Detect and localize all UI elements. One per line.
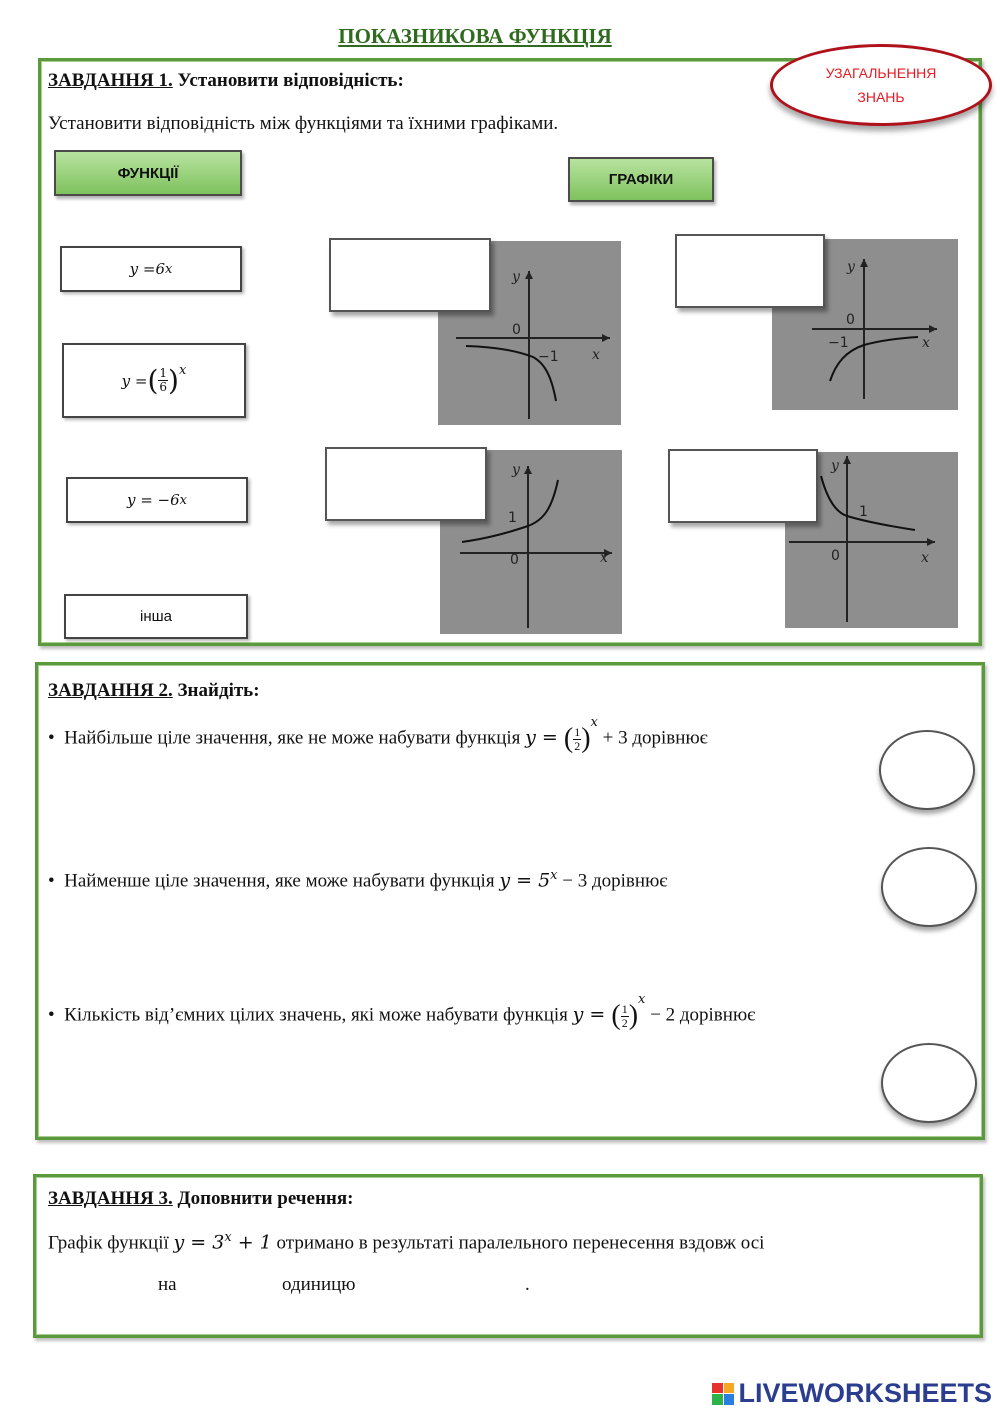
function-1-6-y: y = <box>121 371 148 390</box>
function-minus-6x-base: 6 <box>170 491 180 509</box>
answer-circle-3[interactable] <box>881 1043 977 1123</box>
task3-sentence-end: отримано в результаті паралельного перенесення вздовж осі <box>271 1232 765 1254</box>
task3-formula-exp: x <box>224 1230 232 1245</box>
function-6x-exp: x <box>165 261 173 277</box>
fraction-1-6 <box>158 367 168 394</box>
task2-item-3-suffix: − 2 дорівнює <box>645 1004 756 1026</box>
graph-4-x-label: x <box>921 550 929 566</box>
task2-item-1: • Найбільше ціле значення, яке не може набувати функція y = ( $\frac{1}{2}$ )$^x$ + 3 дорівнює <box>48 715 708 754</box>
half-exp: x <box>638 992 646 1008</box>
half-den: 2 <box>574 738 581 753</box>
task2-item-3-y: y = <box>572 1003 612 1026</box>
task3-sentence-start: Графік функції <box>48 1232 174 1254</box>
task2-item-2-text: Найменше ціле значення, яке може набувати функція <box>64 870 500 892</box>
graph-2-origin: 0 <box>846 312 855 328</box>
task2-item-1-y: y = <box>525 726 564 749</box>
graph-4-mark: 1 <box>859 504 868 520</box>
graph-1-mark: −1 <box>538 349 559 365</box>
task3-sentence <box>48 1230 968 1254</box>
badge-oval <box>770 44 992 126</box>
task2-item-3: • Кількість від’ємних цілих значень, які може набувати функція y = ( $\frac{1}{2}$ )$^x$ − 2 дорівнює <box>48 992 756 1031</box>
task2-heading <box>48 680 260 702</box>
function-minus-6x-exp: x <box>179 492 188 508</box>
task2-label: ЗАВДАННЯ 2. <box>48 680 173 701</box>
graph-3-y-label: y <box>512 462 520 478</box>
task3-period: . <box>525 1274 530 1295</box>
task2-item-2-exp: x <box>550 868 558 883</box>
task2-item-2 <box>48 868 948 892</box>
task3-blank-amount[interactable] <box>192 1272 272 1296</box>
task2-title: Знайдіть: <box>177 680 260 701</box>
task3-formula-tail: + 1 <box>231 1231 272 1254</box>
drop-zone-graph-2[interactable] <box>675 234 825 308</box>
function-6x-y: y = <box>129 260 156 278</box>
badge-line2: ЗНАНЬ <box>857 89 905 105</box>
task3-title: Доповнити речення: <box>177 1188 354 1209</box>
function-6x-base: 6 <box>155 260 165 278</box>
function-1-6-exp: x <box>178 363 187 378</box>
graph-1-y-label: y <box>512 269 520 285</box>
graph-1-origin: 0 <box>512 322 521 338</box>
graph-2-y-label: y <box>847 259 855 275</box>
liveworksheets-logo <box>712 1378 992 1409</box>
task2-item-2-formula: y = 5 <box>499 869 551 892</box>
half-num: 1 <box>621 1001 628 1016</box>
task3-word-unit: одиницю <box>282 1274 356 1295</box>
task3-word-na: на <box>158 1274 177 1295</box>
half-num: 1 <box>574 724 581 739</box>
bullet-icon: • <box>48 1004 65 1026</box>
graphs-header: ГРАФІКИ <box>568 157 714 202</box>
graph-3-x-label: x <box>600 550 608 566</box>
graph-1-x-label: x <box>592 347 600 363</box>
task2-item-1-text: Найбільше ціле значення, яке не може набувати функція <box>64 727 526 749</box>
half-exp: x <box>590 715 598 731</box>
function-card-1-6-x[interactable]: y = ( $\frac{1}{6}$ ) $^x$ <box>62 343 246 418</box>
bullet-icon: • <box>48 727 65 749</box>
task1-title: Установити відповідність: <box>177 70 404 91</box>
page-title: ПОКАЗНИКОВА ФУНКЦІЯ <box>338 24 612 48</box>
task2-item-1-suffix: + 3 дорівнює <box>597 727 708 749</box>
function-card-minus-6x[interactable] <box>66 477 248 523</box>
drop-zone-graph-4[interactable] <box>668 449 818 523</box>
logo-text: LIVEWORKSHEETS <box>738 1378 992 1408</box>
drop-zone-graph-1[interactable] <box>329 238 491 312</box>
graph-3-mark: 1 <box>508 510 517 526</box>
drop-zone-graph-3[interactable] <box>325 447 487 521</box>
task3-heading <box>48 1188 353 1210</box>
logo-icon <box>712 1383 734 1405</box>
function-card-6x[interactable] <box>60 246 242 292</box>
task3-blank-direction[interactable] <box>382 1272 522 1296</box>
answer-circle-1[interactable] <box>879 730 975 810</box>
badge-line1: УЗАГАЛЬНЕННЯ <box>825 65 937 81</box>
task1-instruction: Установити відповідність між функціями та їхними графіками. <box>48 113 559 134</box>
task2-item-2-suffix: − 3 дорівнює <box>557 870 668 892</box>
fraction-num: 1 <box>159 366 168 380</box>
task1-heading <box>48 70 404 92</box>
task2-item-3-text: Кількість від’ємних цілих значень, які може набувати функція <box>64 1004 573 1026</box>
function-card-other[interactable]: інша <box>64 594 248 639</box>
graph-2-x-label: x <box>922 335 930 351</box>
function-minus-6x-y: y = − <box>126 491 171 509</box>
graph-3-origin: 0 <box>510 552 519 568</box>
task3-label: ЗАВДАННЯ 3. <box>48 1188 173 1209</box>
graph-2-mark: −1 <box>828 335 849 351</box>
functions-header: ФУНКЦІЇ <box>54 150 242 196</box>
fraction-den: 6 <box>159 380 168 394</box>
task3-formula: y = 3 <box>173 1231 225 1254</box>
bullet-icon: • <box>48 870 65 892</box>
half-den: 2 <box>621 1015 628 1030</box>
answer-circle-2[interactable] <box>881 847 977 927</box>
task1-label: ЗАВДАННЯ 1. <box>48 70 173 91</box>
graph-4-origin: 0 <box>831 548 840 564</box>
graph-4-y-label: y <box>831 458 839 474</box>
